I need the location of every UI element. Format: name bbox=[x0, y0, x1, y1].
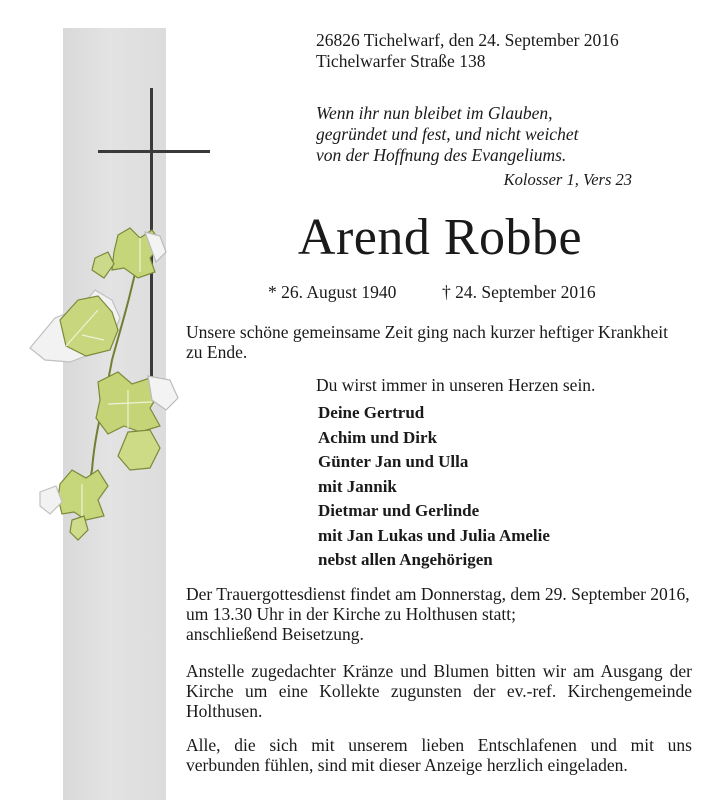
death-date: † 24. September 2016 bbox=[442, 282, 596, 302]
signer: Dietmar und Gerlinde bbox=[318, 501, 480, 520]
place-date: 26826 Tichelwarf, den 24. September 2016 bbox=[316, 30, 619, 50]
intro-line: zu Ende. bbox=[186, 342, 248, 362]
signer: nebst allen Angehörigen bbox=[318, 550, 493, 569]
intro-text bbox=[186, 322, 692, 362]
verse-line: Wenn ihr nun bleibet im Glauben, bbox=[316, 103, 553, 123]
donation-line: Holthusen. bbox=[186, 701, 263, 721]
donation-line: Anstelle zugedachter Kränze und Blumen bitten wir am Ausgang der bbox=[186, 661, 692, 681]
service-line: um 13.30 Uhr in der Kirche zu Holthusen statt; bbox=[186, 604, 517, 624]
verse-line: von der Hoffnung des Evangeliums. bbox=[316, 145, 567, 165]
service-info bbox=[186, 584, 692, 644]
thanks-line: verbunden fühlen, sind mit dieser Anzeige herzlich eingeladen. bbox=[186, 755, 628, 775]
service-line: anschließend Beisetzung. bbox=[186, 624, 364, 644]
motto: Du wirst immer in unseren Herzen sein. bbox=[316, 375, 596, 395]
signers-list bbox=[318, 401, 550, 573]
signer: Günter Jan und Ulla bbox=[318, 452, 469, 471]
verse-source: Kolosser 1, Vers 23 bbox=[503, 170, 632, 189]
bible-verse bbox=[316, 103, 578, 166]
service-line: Der Trauergottesdienst findet am Donnerstag, dem 29. September 2016, bbox=[186, 584, 690, 604]
birth-date: * 26. August 1940 bbox=[268, 282, 397, 302]
sender-address bbox=[316, 30, 619, 72]
intro-line: Unsere schöne gemeinsame Zeit ging nach kurzer heftiger Krankheit bbox=[186, 322, 669, 342]
deceased-name: Arend Robbe bbox=[297, 209, 583, 266]
thanks-text bbox=[186, 735, 692, 775]
signer: Deine Gertrud bbox=[318, 403, 425, 422]
ivy-leaves-icon bbox=[30, 228, 178, 540]
signer: mit Jannik bbox=[318, 476, 397, 496]
signer: Achim und Dirk bbox=[318, 427, 438, 447]
verse-line: gegründet und fest, und nicht weichet bbox=[316, 124, 579, 144]
donation-line: Kirche um eine Kollekte zugunsten der ev.-ref. Kirchengemeinde bbox=[186, 681, 692, 701]
thanks-line: Alle, die sich mit unserem lieben Entschlafenen und mit uns bbox=[186, 735, 692, 755]
street: Tichelwarfer Straße 138 bbox=[316, 51, 486, 71]
donation-info bbox=[186, 661, 692, 721]
signer: mit Jan Lukas und Julia Amelie bbox=[318, 525, 550, 545]
